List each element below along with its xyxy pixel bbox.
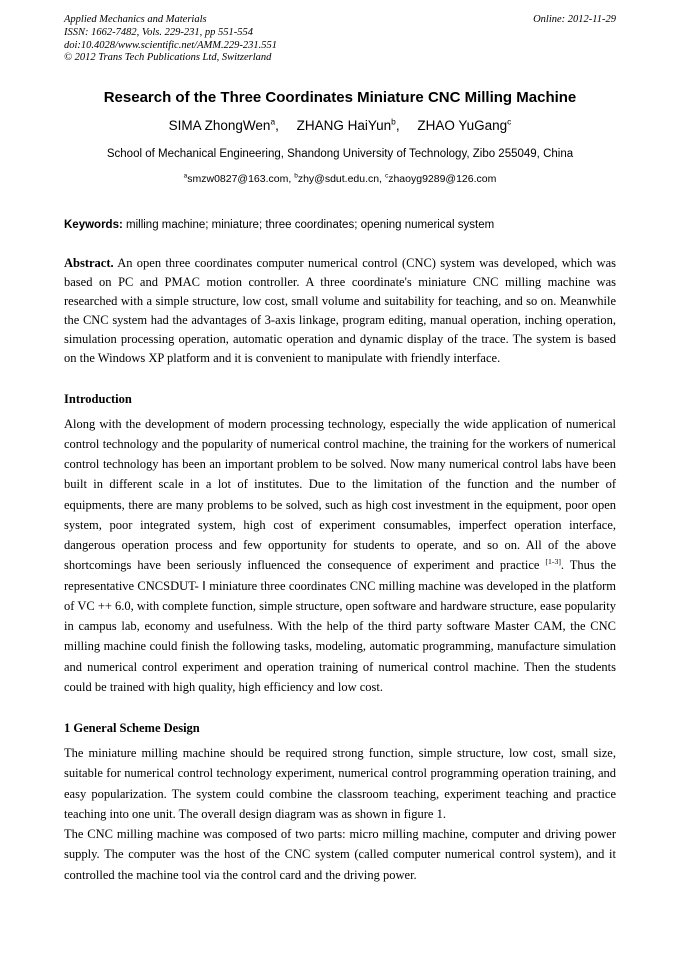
keywords-label: Keywords: — [64, 219, 123, 232]
email-item — [294, 173, 382, 185]
email-superscript: b — [294, 172, 298, 180]
scheme-paragraph-1: The miniature milling machine should be required strong function, simple structure, low cost, small size, suitable for numerical control technology experiment, numerical control programming operation training, and easy popularization. The system could combine the classroom teaching, experiment teaching and practice teaching into one unit. The overall design diagram was as shown in figure 1. — [64, 746, 616, 821]
email-superscript: c — [384, 172, 389, 180]
author-superscript: b — [391, 116, 396, 127]
introduction-text-before-citation: Along with the development of modern processing technology, especially the wide application of numerical control technology and the popularity of numerical control machine, the training for the workers of numerical control technology has been an important problem to be solved. Now many numerical control labs have been built in different scale in a lot of institutes. Due to the limitation of the function and the number of equipments, there are many problems to be solved, such as high cost investment in the equipment, poor open system, poor integrated system, high cost of experiment consumables, imperfect operation interface, dangerous operation process and few opportunity for students to operate, and so on. All of the above shortcomings have been seriously influenced the consequence of experiment and practice — [64, 416, 616, 573]
email-address: zhy@sdut.edu.cn — [297, 173, 380, 186]
journal-doi-line: doi:10.4028/www.scientific.net/AMM.229-231.551 — [64, 39, 277, 51]
paper-title: Research of the Three Coordinates Miniature CNC Milling Machine — [103, 89, 577, 107]
affiliation: School of Mechanical Engineering, Shandong University of Technology, Zibo 255049, China — [106, 148, 574, 161]
email-separator: , — [288, 173, 292, 186]
abstract-label: Abstract. — [64, 255, 114, 270]
journal-header — [64, 14, 616, 65]
email-item — [184, 173, 292, 185]
journal-info-block — [64, 14, 277, 65]
scheme-paragraph-2: The CNC milling machine was composed of two parts: micro milling machine, computer and driving power supply. The computer was the host of the CNC system (called computer numerical control system), and it controlled the machine tool via the control card and the driving power. — [64, 827, 616, 882]
author-name: SIMA ZhongWen — [168, 118, 271, 134]
keywords-text: milling machine; miniature; three coordinates; opening numerical system — [126, 219, 495, 232]
author-superscript: c — [507, 116, 512, 127]
author-separator: , — [395, 118, 400, 134]
email-superscript: a — [183, 172, 188, 180]
abstract-text: An open three coordinates computer numerical control (CNC) system was developed, which was based on PC and PMAC motion controller. A three coordinate's miniature CNC milling machine was researched with a simple structure, low cost, small volume and suitability for teaching, and so on. Meanwhile the CNC system had the advantages of 3-axis linkage, program editing, manual operation, inching operation, simulation processing operation, automatic operation and dynamic display of the trace. The system is based on the Windows XP platform and it is convenient to manipulate with friendly interface. — [64, 255, 616, 365]
author-name: ZHAO YuGang — [417, 118, 508, 134]
author — [169, 118, 279, 133]
citation-superscript: [1-3] — [545, 557, 561, 567]
authors-line — [64, 118, 616, 133]
journal-issn-line: ISSN: 1662-7482, Vols. 229-231, pp 551-554 — [64, 26, 253, 38]
author-superscript: a — [270, 116, 276, 127]
email-separator: , — [379, 173, 383, 186]
email-item — [385, 173, 496, 185]
journal-title: Applied Mechanics and Materials — [64, 14, 207, 25]
introduction-text-after-citation: . Thus the representative CNCSDUT- Ⅰ miniature three coordinates CNC milling machine was developed in the platform of VC ++ 6.0, with complete function, simple structure, open software and hardware structure, ease popularity in campus lab, economy and usefulness. With the help of the third party software Master CAM, the CNC milling machine could finish the following tasks, modeling, automatic programming, manufacture simulation and numerical control experiment and operation training of numerical control machine. Then the students could be trained with high quality, high efficiency and low cost. — [64, 558, 617, 694]
keywords-line — [64, 218, 616, 234]
email-address: smzw0827@163.com — [187, 173, 289, 186]
author-name: ZHANG HaiYun — [296, 118, 392, 134]
section-heading-introduction: Introduction — [64, 391, 132, 406]
introduction-paragraph — [64, 414, 616, 698]
author — [297, 118, 400, 133]
emails-line — [64, 173, 616, 185]
online-date: Online: 2012-11-29 — [533, 14, 616, 25]
author — [417, 118, 511, 133]
abstract-paragraph — [64, 254, 616, 368]
author-separator: , — [275, 118, 279, 134]
email-address: zhaoyg9289@126.com — [388, 173, 497, 186]
section-heading-general-scheme: 1 General Scheme Design — [64, 721, 200, 736]
journal-copyright-line: © 2012 Trans Tech Publications Ltd, Switzerland — [64, 52, 272, 64]
